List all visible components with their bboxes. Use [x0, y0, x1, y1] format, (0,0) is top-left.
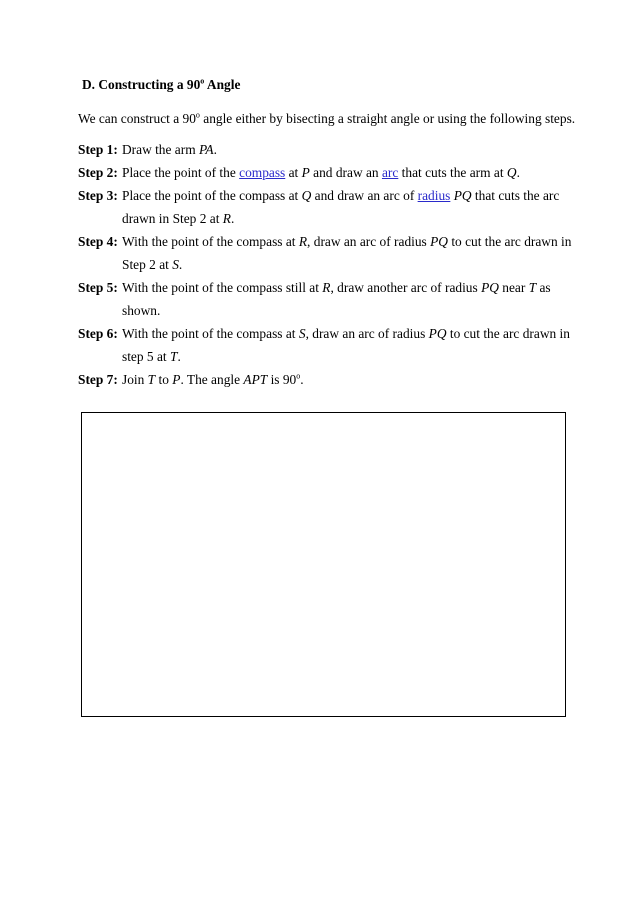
- text-run: and draw an arc of: [311, 188, 418, 203]
- text-run: .: [178, 257, 183, 272]
- text-run: to cut the arc drawn in: [447, 234, 572, 249]
- heading-degree: o: [200, 76, 205, 86]
- math-variable: R: [222, 211, 231, 226]
- glossary-link-compass[interactable]: compass: [239, 165, 286, 180]
- degree-symbol: o: [296, 371, 301, 381]
- math-variable: PQ: [430, 234, 448, 249]
- text-run: near: [498, 280, 529, 295]
- text-run: With the point of the compass at: [122, 326, 299, 341]
- text-run: to cut the arc drawn in: [446, 326, 570, 341]
- text-run: .: [300, 372, 304, 387]
- construction-drawing-area: [81, 412, 566, 717]
- step-label: Step 6:: [78, 326, 118, 341]
- glossary-link-arc[interactable]: arc: [381, 165, 399, 180]
- steps-list: [78, 138, 578, 391]
- math-variable: PQ: [453, 188, 472, 203]
- math-variable: PA: [198, 142, 214, 157]
- text-run: drawn in Step 2 at: [122, 211, 223, 226]
- step-item: [78, 322, 578, 368]
- step-item: [78, 184, 578, 230]
- step-label: Step 3:: [78, 188, 118, 203]
- step-text-line: [122, 322, 578, 345]
- intro-degree: o: [195, 110, 200, 120]
- math-variable: R: [322, 280, 331, 295]
- step-item: [78, 368, 578, 391]
- intro-paragraph: [78, 111, 575, 127]
- step-text-line: [122, 161, 578, 184]
- text-run: With the point of the compass at: [122, 234, 299, 249]
- text-run: step 5 at: [122, 349, 170, 364]
- step-text-line: [122, 253, 578, 276]
- step-text-line: [122, 207, 578, 230]
- math-variable: PQ: [428, 326, 447, 341]
- step-text: [122, 161, 578, 184]
- text-run: .: [177, 349, 181, 364]
- step-label: Step 7:: [78, 372, 118, 387]
- step-text: [122, 230, 578, 276]
- step-text: [122, 184, 578, 230]
- step-item: [78, 230, 578, 276]
- text-run: at: [285, 165, 302, 180]
- text-run: .: [230, 211, 235, 226]
- step-text-line: [122, 368, 578, 391]
- step-text-line: [122, 184, 578, 207]
- step-text: [122, 138, 578, 161]
- math-variable: Q: [301, 188, 312, 203]
- text-run: is 90: [267, 372, 297, 387]
- math-variable: Q: [506, 165, 517, 180]
- step-text-line: [122, 230, 578, 253]
- step-item: [78, 276, 578, 322]
- math-variable: T: [528, 280, 537, 295]
- text-run: , draw another arc of radius: [330, 280, 482, 295]
- glossary-link-radius[interactable]: radius: [417, 188, 451, 203]
- math-variable: S: [298, 326, 306, 341]
- step-text-line: [122, 276, 578, 299]
- step-text-line: [122, 299, 578, 322]
- text-run: to: [155, 372, 173, 387]
- step-label: Step 5:: [78, 280, 118, 295]
- text-run: Step 2 at: [122, 257, 173, 272]
- text-run: .: [516, 165, 520, 180]
- heading-prefix: D. Constructing a 90: [82, 77, 201, 92]
- step-text: [122, 322, 578, 368]
- heading-suffix: Angle: [204, 77, 241, 92]
- step-item: [78, 138, 578, 161]
- text-run: Join: [122, 372, 148, 387]
- math-variable: APT: [243, 372, 268, 387]
- text-run: as: [536, 280, 551, 295]
- math-variable: T: [169, 349, 178, 364]
- step-label: Step 4:: [78, 234, 118, 249]
- text-run: that cuts the arc: [471, 188, 560, 203]
- math-variable: R: [298, 234, 308, 249]
- step-item: [78, 161, 578, 184]
- text-run: that cuts the arm at: [398, 165, 507, 180]
- text-run: shown.: [122, 303, 161, 318]
- math-variable: S: [172, 257, 179, 272]
- text-run: Place the point of the: [122, 165, 240, 180]
- math-variable: PQ: [481, 280, 499, 295]
- section-heading: [82, 77, 240, 93]
- text-run: . The angle: [180, 372, 244, 387]
- math-variable: P: [301, 165, 310, 180]
- text-run: .: [213, 142, 217, 157]
- math-variable: T: [147, 372, 156, 387]
- text-run: , draw an arc of radius: [305, 326, 429, 341]
- step-label: Step 1:: [78, 142, 118, 157]
- intro-after: angle either by bisecting a straight angle or using the following steps.: [199, 111, 576, 126]
- text-run: , draw an arc of radius: [307, 234, 431, 249]
- math-variable: P: [172, 372, 181, 387]
- step-label: Step 2:: [78, 165, 118, 180]
- step-text: [122, 368, 578, 391]
- step-text: [122, 276, 578, 322]
- step-text-line: [122, 345, 578, 368]
- intro-before: We can construct a 90: [78, 111, 196, 126]
- step-text-line: [122, 138, 578, 161]
- text-run: With the point of the compass still at: [122, 280, 323, 295]
- text-run: Draw the arm: [122, 142, 199, 157]
- text-run: and draw an: [309, 165, 382, 180]
- text-run: Place the point of the compass at: [122, 188, 302, 203]
